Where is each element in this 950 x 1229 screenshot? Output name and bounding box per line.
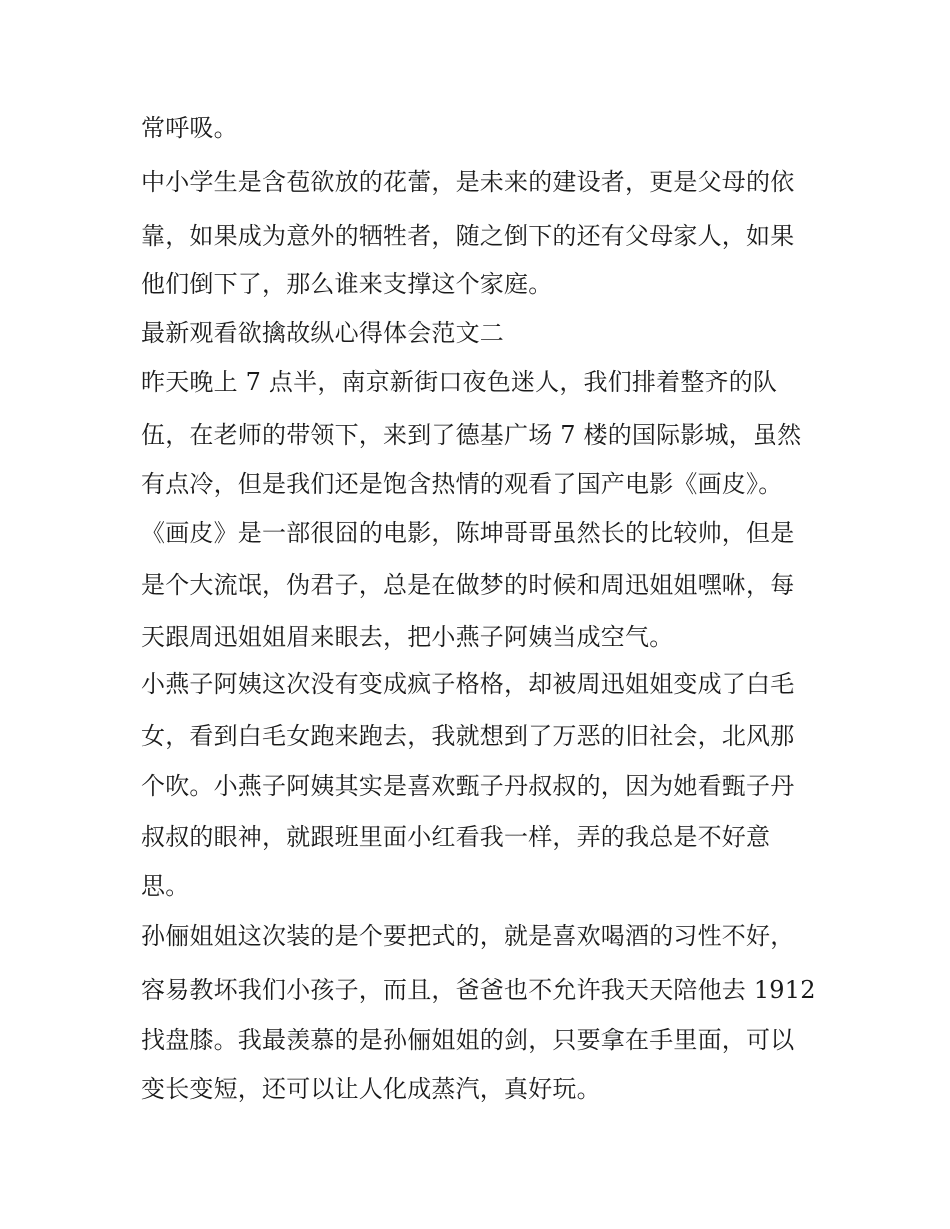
text-line: 天跟周迅姐姐眉来眼去，把小燕子阿姨当成空气。 [141, 623, 674, 651]
text-line: 个吹。小燕子阿姨其实是喜欢甄子丹叔叔的，因为她看甄子丹 [141, 772, 795, 800]
text-line: 中小学生是含苞欲放的花蕾，是未来的建设者，更是父母的依 [141, 168, 795, 196]
text-line: 思。 [141, 872, 190, 900]
section-heading: 最新观看欲擒故纵心得体会范文二 [141, 319, 504, 347]
text-line: 昨天晚上 7 点半，南京新街口夜色迷人，我们排着整齐的队 [141, 368, 778, 396]
text-line: 容易教坏我们小孩子，而且，爸爸也不允许我天天陪他去 1912 [141, 976, 816, 1004]
text-line: 常呼吸。 [141, 114, 238, 142]
text-line: 《画皮》是一部很囧的电影，陈坤哥哥虽然长的比较帅，但是 [141, 519, 795, 547]
text-line: 女，看到白毛女跑来跑去，我就想到了万恶的旧社会，北风那 [141, 722, 795, 750]
text-line: 变长变短，还可以让人化成蒸汽，真好玩。 [141, 1075, 601, 1103]
text-line: 小燕子阿姨这次没有变成疯子格格，却被周迅姐姐变成了白毛 [141, 670, 795, 698]
text-line: 伍，在老师的带领下，来到了德基广场 7 楼的国际影城，虽然 [141, 421, 802, 449]
text-line: 是个大流氓，伪君子，总是在做梦的时候和周迅姐姐嘿咻，每 [141, 571, 795, 599]
text-line: 孙俪姐姐这次装的是个要把式的，就是喜欢喝酒的习性不好， [141, 922, 795, 950]
text-line: 叔叔的眼神，就跟班里面小红看我一样，弄的我总是不好意 [141, 823, 771, 851]
text-line: 找盘膝。我最羡慕的是孙俪姐姐的剑，只要拿在手里面，可以 [141, 1026, 795, 1054]
text-line: 他们倒下了，那么谁来支撑这个家庭。 [141, 270, 553, 298]
text-line: 有点冷，但是我们还是饱含热情的观看了国产电影《画皮》。 [141, 470, 783, 498]
text-line: 靠，如果成为意外的牺牲者，随之倒下的还有父母家人，如果 [141, 222, 795, 250]
